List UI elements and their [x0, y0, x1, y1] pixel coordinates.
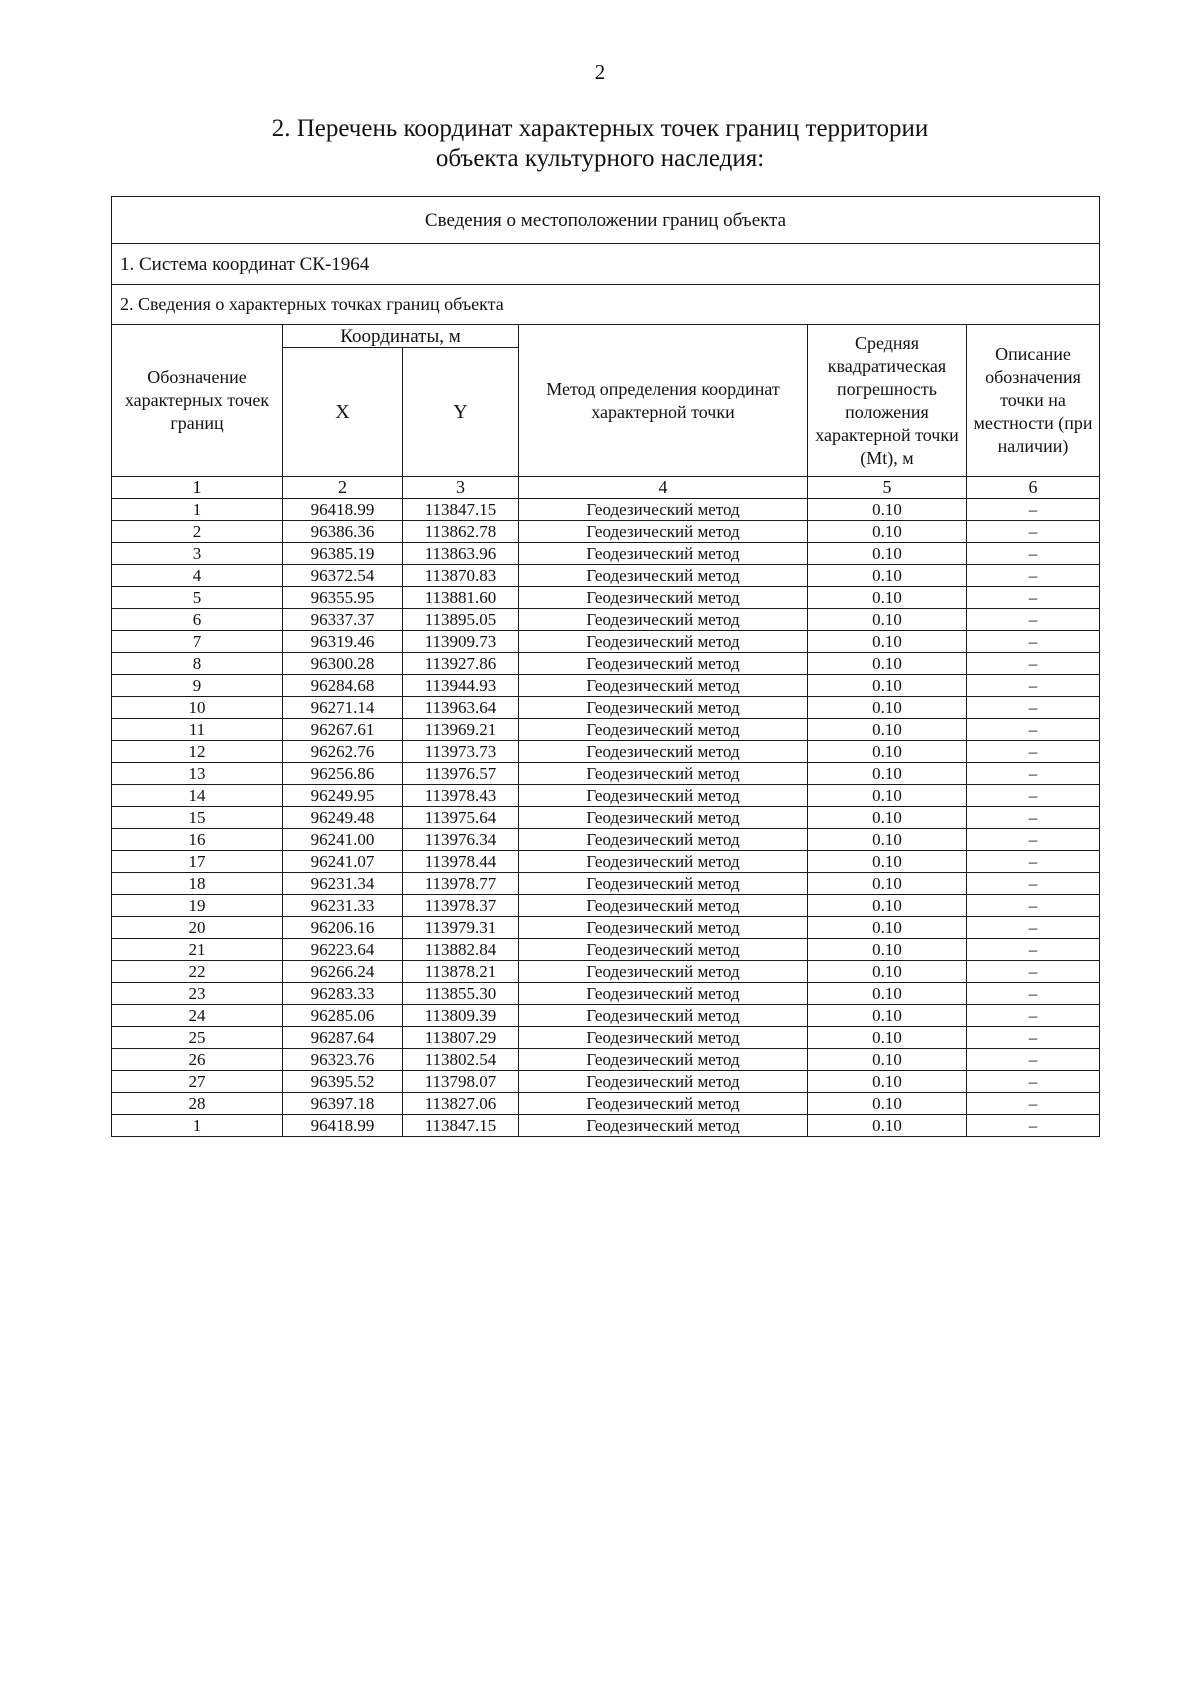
cell-description: – — [967, 631, 1100, 653]
table-row — [112, 939, 1100, 961]
cell-description: – — [967, 1049, 1100, 1071]
cell-error: 0.10 — [808, 1005, 967, 1027]
cell-error: 0.10 — [808, 1049, 967, 1071]
cell-point: 17 — [112, 851, 283, 873]
cell-error: 0.10 — [808, 983, 967, 1005]
table-row — [112, 1093, 1100, 1115]
cell-point: 5 — [112, 587, 283, 609]
cell-y: 113847.15 — [403, 499, 519, 521]
cell-error: 0.10 — [808, 917, 967, 939]
cell-y: 113976.34 — [403, 829, 519, 851]
cell-y: 113807.29 — [403, 1027, 519, 1049]
cell-x: 96319.46 — [283, 631, 403, 653]
cell-point: 26 — [112, 1049, 283, 1071]
cell-error: 0.10 — [808, 499, 967, 521]
coordinate-system: 1. Система координат СК-1964 — [112, 244, 1100, 285]
cell-x: 96241.07 — [283, 851, 403, 873]
table-row — [112, 961, 1100, 983]
table-row — [112, 1027, 1100, 1049]
cell-method: Геодезический метод — [519, 631, 808, 653]
cell-description: – — [967, 653, 1100, 675]
cell-y: 113855.30 — [403, 983, 519, 1005]
cell-point: 18 — [112, 873, 283, 895]
cell-y: 113963.64 — [403, 697, 519, 719]
cell-x: 96249.95 — [283, 785, 403, 807]
cell-description: – — [967, 499, 1100, 521]
cell-point: 13 — [112, 763, 283, 785]
table-row — [112, 983, 1100, 1005]
cell-point: 3 — [112, 543, 283, 565]
column-number: 6 — [967, 477, 1100, 499]
table-row — [112, 1049, 1100, 1071]
cell-method: Геодезический метод — [519, 785, 808, 807]
cell-point: 2 — [112, 521, 283, 543]
cell-y: 113827.06 — [403, 1093, 519, 1115]
cell-error: 0.10 — [808, 895, 967, 917]
cell-y: 113969.21 — [403, 719, 519, 741]
table-row — [112, 543, 1100, 565]
cell-x: 96231.34 — [283, 873, 403, 895]
cell-method: Геодезический метод — [519, 675, 808, 697]
cell-method: Геодезический метод — [519, 741, 808, 763]
cell-description: – — [967, 565, 1100, 587]
cell-y: 113978.44 — [403, 851, 519, 873]
cell-description: – — [967, 1071, 1100, 1093]
cell-x: 96266.24 — [283, 961, 403, 983]
header-point-designation: Обозначение характерных точек границ — [112, 325, 283, 477]
cell-error: 0.10 — [808, 1115, 967, 1137]
cell-description: – — [967, 939, 1100, 961]
cell-x: 96323.76 — [283, 1049, 403, 1071]
cell-description: – — [967, 785, 1100, 807]
cell-point: 6 — [112, 609, 283, 631]
cell-y: 113878.21 — [403, 961, 519, 983]
table-row — [112, 829, 1100, 851]
cell-method: Геодезический метод — [519, 499, 808, 521]
cell-error: 0.10 — [808, 675, 967, 697]
cell-x: 96386.36 — [283, 521, 403, 543]
cell-point: 22 — [112, 961, 283, 983]
cell-y: 113881.60 — [403, 587, 519, 609]
cell-point: 15 — [112, 807, 283, 829]
header-coordinates: Координаты, м — [283, 325, 519, 348]
cell-point: 14 — [112, 785, 283, 807]
column-number: 4 — [519, 477, 808, 499]
cell-description: – — [967, 521, 1100, 543]
cell-x: 96262.76 — [283, 741, 403, 763]
table-row — [112, 697, 1100, 719]
cell-error: 0.10 — [808, 1071, 967, 1093]
table-row — [112, 499, 1100, 521]
table-row — [112, 609, 1100, 631]
cell-y: 113909.73 — [403, 631, 519, 653]
cell-x: 96285.06 — [283, 1005, 403, 1027]
table-row — [112, 719, 1100, 741]
cell-point: 11 — [112, 719, 283, 741]
cell-y: 113973.73 — [403, 741, 519, 763]
table-row — [112, 675, 1100, 697]
cell-x: 96284.68 — [283, 675, 403, 697]
cell-point: 4 — [112, 565, 283, 587]
table-row — [112, 631, 1100, 653]
cell-y: 113882.84 — [403, 939, 519, 961]
cell-description: – — [967, 983, 1100, 1005]
cell-error: 0.10 — [808, 719, 967, 741]
header-method: Метод определения координат характерной точки — [519, 325, 808, 477]
cell-x: 96337.37 — [283, 609, 403, 631]
cell-description: – — [967, 829, 1100, 851]
table-row — [112, 851, 1100, 873]
cell-method: Геодезический метод — [519, 697, 808, 719]
cell-method: Геодезический метод — [519, 895, 808, 917]
table-row — [112, 741, 1100, 763]
cell-description: – — [967, 609, 1100, 631]
cell-x: 96418.99 — [283, 1115, 403, 1137]
cell-description: – — [967, 675, 1100, 697]
cell-error: 0.10 — [808, 939, 967, 961]
cell-point: 28 — [112, 1093, 283, 1115]
cell-method: Геодезический метод — [519, 763, 808, 785]
cell-point: 24 — [112, 1005, 283, 1027]
table-row — [112, 521, 1100, 543]
cell-method: Геодезический метод — [519, 1071, 808, 1093]
table-row — [112, 1115, 1100, 1137]
cell-x: 96397.18 — [283, 1093, 403, 1115]
cell-method: Геодезический метод — [519, 565, 808, 587]
cell-point: 25 — [112, 1027, 283, 1049]
cell-y: 113863.96 — [403, 543, 519, 565]
cell-method: Геодезический метод — [519, 653, 808, 675]
cell-y: 113809.39 — [403, 1005, 519, 1027]
cell-y: 113978.43 — [403, 785, 519, 807]
cell-point: 1 — [112, 499, 283, 521]
column-number: 1 — [112, 477, 283, 499]
cell-method: Геодезический метод — [519, 807, 808, 829]
cell-error: 0.10 — [808, 851, 967, 873]
cell-x: 96256.86 — [283, 763, 403, 785]
cell-y: 113927.86 — [403, 653, 519, 675]
cell-point: 23 — [112, 983, 283, 1005]
cell-y: 113944.93 — [403, 675, 519, 697]
table-row — [112, 653, 1100, 675]
cell-y: 113978.77 — [403, 873, 519, 895]
cell-description: – — [967, 917, 1100, 939]
cell-y: 113870.83 — [403, 565, 519, 587]
column-number: 5 — [808, 477, 967, 499]
coordinates-table — [111, 196, 1100, 1137]
cell-x: 96267.61 — [283, 719, 403, 741]
cell-point: 12 — [112, 741, 283, 763]
cell-description: – — [967, 1027, 1100, 1049]
cell-method: Геодезический метод — [519, 543, 808, 565]
cell-x: 96283.33 — [283, 983, 403, 1005]
cell-method: Геодезический метод — [519, 521, 808, 543]
cell-x: 96223.64 — [283, 939, 403, 961]
cell-point: 20 — [112, 917, 283, 939]
cell-method: Геодезический метод — [519, 719, 808, 741]
cell-error: 0.10 — [808, 609, 967, 631]
cell-error: 0.10 — [808, 697, 967, 719]
column-number: 2 — [283, 477, 403, 499]
cell-error: 0.10 — [808, 741, 967, 763]
cell-y: 113975.64 — [403, 807, 519, 829]
cell-description: – — [967, 851, 1100, 873]
coordinates-rows — [112, 499, 1100, 1137]
document-title-line-1: 2. Перечень координат характерных точек границ территории — [271, 115, 929, 142]
table-row — [112, 807, 1100, 829]
cell-error: 0.10 — [808, 1093, 967, 1115]
cell-method: Геодезический метод — [519, 983, 808, 1005]
cell-description: – — [967, 763, 1100, 785]
cell-y: 113798.07 — [403, 1071, 519, 1093]
cell-description: – — [967, 697, 1100, 719]
cell-x: 96241.00 — [283, 829, 403, 851]
cell-point: 21 — [112, 939, 283, 961]
cell-method: Геодезический метод — [519, 873, 808, 895]
table-row — [112, 895, 1100, 917]
cell-point: 27 — [112, 1071, 283, 1093]
cell-method: Геодезический метод — [519, 609, 808, 631]
cell-x: 96395.52 — [283, 1071, 403, 1093]
column-number: 3 — [403, 477, 519, 499]
cell-method: Геодезический метод — [519, 1093, 808, 1115]
cell-error: 0.10 — [808, 829, 967, 851]
cell-x: 96385.19 — [283, 543, 403, 565]
cell-error: 0.10 — [808, 587, 967, 609]
cell-y: 113979.31 — [403, 917, 519, 939]
cell-description: – — [967, 1005, 1100, 1027]
cell-description: – — [967, 543, 1100, 565]
cell-method: Геодезический метод — [519, 939, 808, 961]
cell-x: 96372.54 — [283, 565, 403, 587]
cell-error: 0.10 — [808, 807, 967, 829]
document-title-line-2: объекта культурного наследия: — [435, 145, 765, 172]
cell-method: Геодезический метод — [519, 587, 808, 609]
cell-method: Геодезический метод — [519, 851, 808, 873]
cell-point: 8 — [112, 653, 283, 675]
cell-method: Геодезический метод — [519, 1005, 808, 1027]
cell-description: – — [967, 873, 1100, 895]
cell-x: 96355.95 — [283, 587, 403, 609]
table-row — [112, 587, 1100, 609]
cell-error: 0.10 — [808, 653, 967, 675]
cell-y: 113802.54 — [403, 1049, 519, 1071]
cell-description: – — [967, 587, 1100, 609]
cell-description: – — [967, 719, 1100, 741]
cell-method: Геодезический метод — [519, 1115, 808, 1137]
cell-description: – — [967, 807, 1100, 829]
table-row — [112, 565, 1100, 587]
cell-x: 96206.16 — [283, 917, 403, 939]
header-y: Y — [403, 348, 519, 477]
cell-point: 7 — [112, 631, 283, 653]
cell-error: 0.10 — [808, 565, 967, 587]
cell-point: 16 — [112, 829, 283, 851]
cell-method: Геодезический метод — [519, 917, 808, 939]
cell-description: – — [967, 895, 1100, 917]
cell-method: Геодезический метод — [519, 1049, 808, 1071]
cell-error: 0.10 — [808, 785, 967, 807]
cell-x: 96271.14 — [283, 697, 403, 719]
cell-x: 96249.48 — [283, 807, 403, 829]
points-info-heading: 2. Сведения о характерных точках границ объекта — [112, 285, 1100, 325]
cell-error: 0.10 — [808, 873, 967, 895]
header-description: Описание обозначения точки на местности (при наличии) — [967, 325, 1100, 477]
cell-point: 19 — [112, 895, 283, 917]
cell-error: 0.10 — [808, 543, 967, 565]
cell-y: 113862.78 — [403, 521, 519, 543]
cell-error: 0.10 — [808, 1027, 967, 1049]
cell-method: Геодезический метод — [519, 829, 808, 851]
document-title — [0, 114, 1200, 174]
cell-method: Геодезический метод — [519, 1027, 808, 1049]
cell-description: – — [967, 1115, 1100, 1137]
cell-y: 113976.57 — [403, 763, 519, 785]
table-row — [112, 763, 1100, 785]
cell-x: 96300.28 — [283, 653, 403, 675]
cell-description: – — [967, 961, 1100, 983]
table-row — [112, 785, 1100, 807]
cell-error: 0.10 — [808, 631, 967, 653]
cell-description: – — [967, 741, 1100, 763]
cell-error: 0.10 — [808, 763, 967, 785]
cell-y: 113847.15 — [403, 1115, 519, 1137]
table-row — [112, 1071, 1100, 1093]
cell-x: 96231.33 — [283, 895, 403, 917]
cell-method: Геодезический метод — [519, 961, 808, 983]
page-number: 2 — [594, 60, 606, 84]
cell-x: 96287.64 — [283, 1027, 403, 1049]
cell-description: – — [967, 1093, 1100, 1115]
cell-y: 113978.37 — [403, 895, 519, 917]
table-row — [112, 1005, 1100, 1027]
section-title: Сведения о местоположении границ объекта — [112, 197, 1100, 244]
cell-y: 113895.05 — [403, 609, 519, 631]
header-error: Средняя квадратическая погрешность положения характерной точки (Mt), м — [808, 325, 967, 477]
column-numbers-row — [112, 477, 1100, 499]
cell-x: 96418.99 — [283, 499, 403, 521]
table-row — [112, 873, 1100, 895]
cell-point: 10 — [112, 697, 283, 719]
cell-point: 9 — [112, 675, 283, 697]
header-x: X — [283, 348, 403, 477]
cell-error: 0.10 — [808, 521, 967, 543]
cell-point: 1 — [112, 1115, 283, 1137]
cell-error: 0.10 — [808, 961, 967, 983]
table-row — [112, 917, 1100, 939]
